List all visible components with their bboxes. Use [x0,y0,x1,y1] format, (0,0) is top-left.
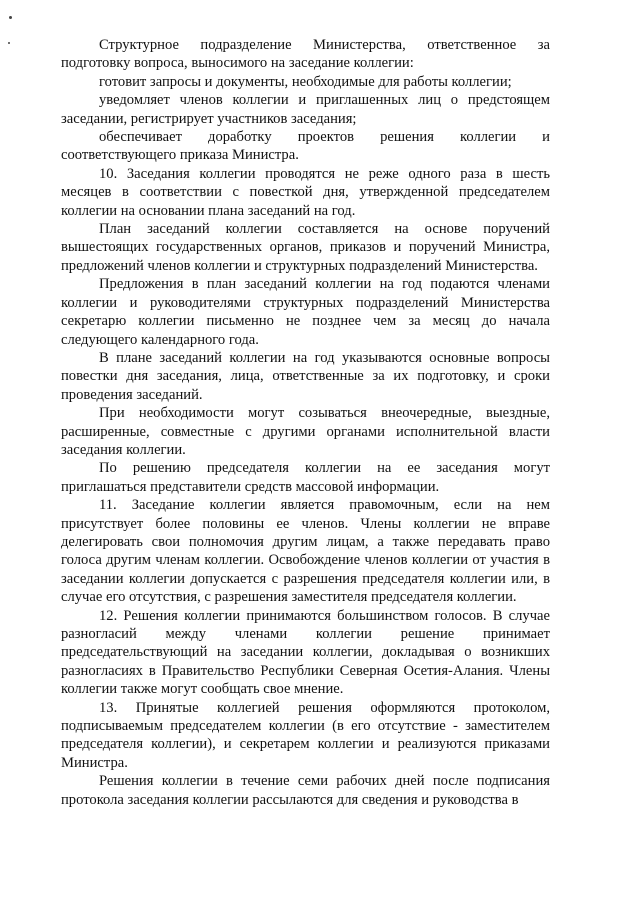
paragraph: обеспечивает доработку проектов решения коллегии и соответствующего приказа Министра. [61,129,550,164]
paragraph: 10. Заседания коллегии проводятся не реже одного раза в шесть месяцев в соответствии с повесткой дня, утвержденной председателем коллегии на основании плана заседаний на год. [61,165,550,219]
paragraph: В плане заседаний коллегии на год указываются основные вопросы повестки дня заседания, лица, ответственные за их подготовку, и сроки проведения заседаний. [61,349,550,403]
paragraph: Структурное подразделение Министерства, ответственное за подготовку вопроса, выносимого на заседание коллегии: [61,37,550,72]
scan-speck [9,16,12,19]
document-page [61,36,550,809]
paragraph: 13. Принятые коллегией решения оформляются протоколом, подписываемым председателем коллегии (в его отсутствие - заместителем председателя коллегии), и секретарем коллегии и реализуются приказами Министра. [61,699,550,771]
paragraph: уведомляет членов коллегии и приглашенных лиц о предстоящем заседании, регистрирует участников заседания; [61,92,550,127]
scan-speck [8,42,10,44]
paragraph: По решению председателя коллегии на ее заседания могут приглашаться представители средств массовой информации. [61,460,550,495]
paragraph: 11. Заседание коллегии является правомочным, если на нем присутствует более половины ее членов. Члены коллегии не вправе делегировать свои полномочия другим лицам, а также передавать право голоса другим членам коллегии. Освобождение членов коллегии от участия в заседании коллегии допускается с разрешения председателя коллегии или, в случае его отсутствия, с разрешения заместителя председателя коллегии. [61,497,550,606]
paragraph: 12. Решения коллегии принимаются большинством голосов. В случае разногласий между членами коллегии решение принимает председательствующий на заседании коллегии, докладывая о возникших разногласиях в Правительство Республики Северная Осетия-Алания. Члены коллегии также могут сообщать свое мнение. [61,607,550,698]
paragraph: готовит запросы и документы, необходимые для работы коллегии; [99,73,512,90]
paragraph: При необходимости могут созываться внеочередные, выездные, расширенные, совместные с другими органами исполнительной власти заседания коллегии. [61,405,550,458]
paragraph: Решения коллегии в течение семи рабочих дней после подписания протокола заседания коллегии рассылаются для сведения и руководства в [61,773,550,808]
paragraph: Предложения в план заседаний коллегии на год подаются членами коллегии и руководителями структурных подразделений Министерства секретарю коллегии письменно не позднее чем за месяц до начала следующего календарного года. [61,276,550,348]
paragraph: План заседаний коллегии составляется на основе поручений вышестоящих государственных органов, приказов и поручений Министра, предложений членов коллегии и структурных подразделений Министерства. [61,221,550,274]
